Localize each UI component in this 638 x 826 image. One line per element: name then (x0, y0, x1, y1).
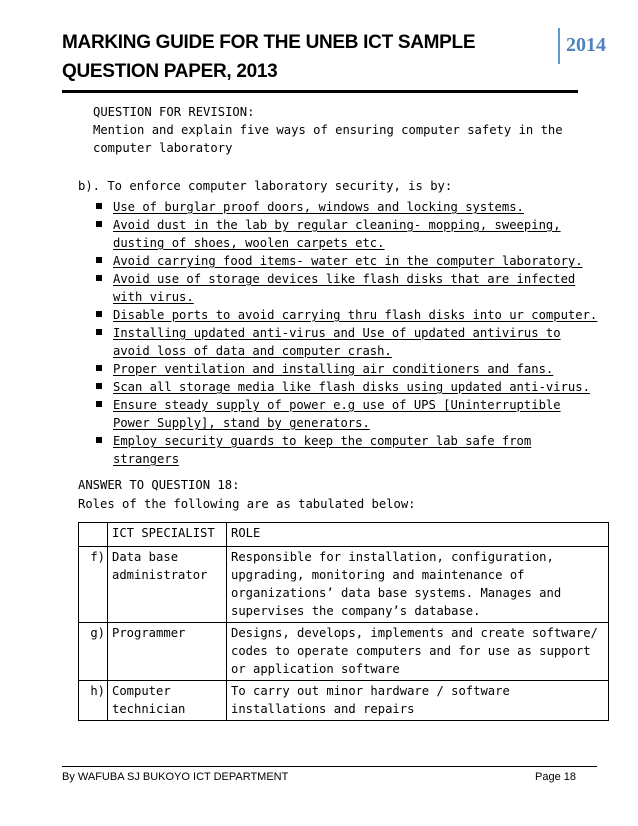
footer-author: By WAFUBA SJ BUKOYO ICT DEPARTMENT (62, 771, 289, 783)
page-header (62, 28, 606, 86)
answer-heading: ANSWER TO QUESTION 18: (78, 478, 240, 492)
list-item: Avoid use of storage devices like flash disks that are infected with virus. (78, 270, 598, 306)
table-header-cell (79, 523, 108, 547)
bullet-square-icon (96, 275, 102, 281)
table-cell: Responsible for installation, configuration, upgrading, monitoring and maintenance of organizations’ data base systems. Manages and supervises the company’s database. (227, 547, 609, 623)
list-item: Installing updated anti-virus and Use of updated antivirus to avoid loss of data and computer crash. (78, 324, 598, 360)
table-cell: h) (79, 681, 108, 721)
table-header-cell: ROLE (227, 523, 609, 547)
table-cell: To carry out minor hardware / software installations and repairs (227, 681, 609, 721)
list-item: Avoid carrying food items- water etc in the computer laboratory. (78, 252, 598, 270)
bullet-square-icon (96, 311, 102, 317)
list-item: Disable ports to avoid carrying thru flash disks into ur computer. (78, 306, 598, 324)
security-measures-list (78, 198, 598, 468)
table-header-row (79, 523, 609, 547)
table-cell: Computer technician (108, 681, 227, 721)
list-item: Use of burglar proof doors, windows and locking systems. (78, 198, 598, 216)
table-cell: Designs, develops, implements and create software/ codes to operate computers and for use as support or application software (227, 623, 609, 681)
bullet-square-icon (96, 401, 102, 407)
page-title: MARKING GUIDE FOR THE UNEB ICT SAMPLE QUESTION PAPER, 2013 (62, 32, 476, 82)
table-cell: f) (79, 547, 108, 623)
revision-question: Mention and explain five ways of ensuring computer safety in the computer laboratory (93, 123, 570, 155)
table-cell: Programmer (108, 623, 227, 681)
header-divider (62, 90, 578, 93)
table-cell: Data base administrator (108, 547, 227, 623)
list-item: Ensure steady supply of power e.g use of UPS [Uninterruptible Power Supply], stand by generators. (78, 396, 598, 432)
list-item: Avoid dust in the lab by regular cleaning- mopping, sweeping, dusting of shoes, woolen carpets etc. (78, 216, 598, 252)
answer-intro: Roles of the following are as tabulated below: (78, 497, 416, 511)
table-row (79, 623, 609, 681)
bullet-square-icon (96, 221, 102, 227)
bullet-square-icon (96, 329, 102, 335)
bullet-square-icon (96, 437, 102, 443)
list-item: Scan all storage media like flash disks using updated anti-virus. (78, 378, 598, 396)
bullet-square-icon (96, 257, 102, 263)
page-number: Page 18 (535, 771, 576, 783)
roles-table (78, 522, 609, 721)
list-item: Employ security guards to keep the computer lab safe from strangers (78, 432, 598, 468)
footer-divider (62, 766, 597, 767)
bullet-square-icon (96, 383, 102, 389)
bullet-square-icon (96, 203, 102, 209)
revision-section (93, 103, 593, 157)
revision-heading: QUESTION FOR REVISION: (93, 105, 255, 119)
table-header-cell: ICT SPECIALIST (108, 523, 227, 547)
header-year: 2014 (558, 28, 626, 64)
bullet-square-icon (96, 365, 102, 371)
answer-section (78, 476, 598, 514)
table-row (79, 681, 609, 721)
part-b-lead: b). To enforce computer laboratory security, is by: (78, 179, 453, 193)
list-item: Proper ventilation and installing air conditioners and fans. (78, 360, 598, 378)
part-b-section (78, 177, 598, 468)
table-row (79, 547, 609, 623)
table-cell: g) (79, 623, 108, 681)
